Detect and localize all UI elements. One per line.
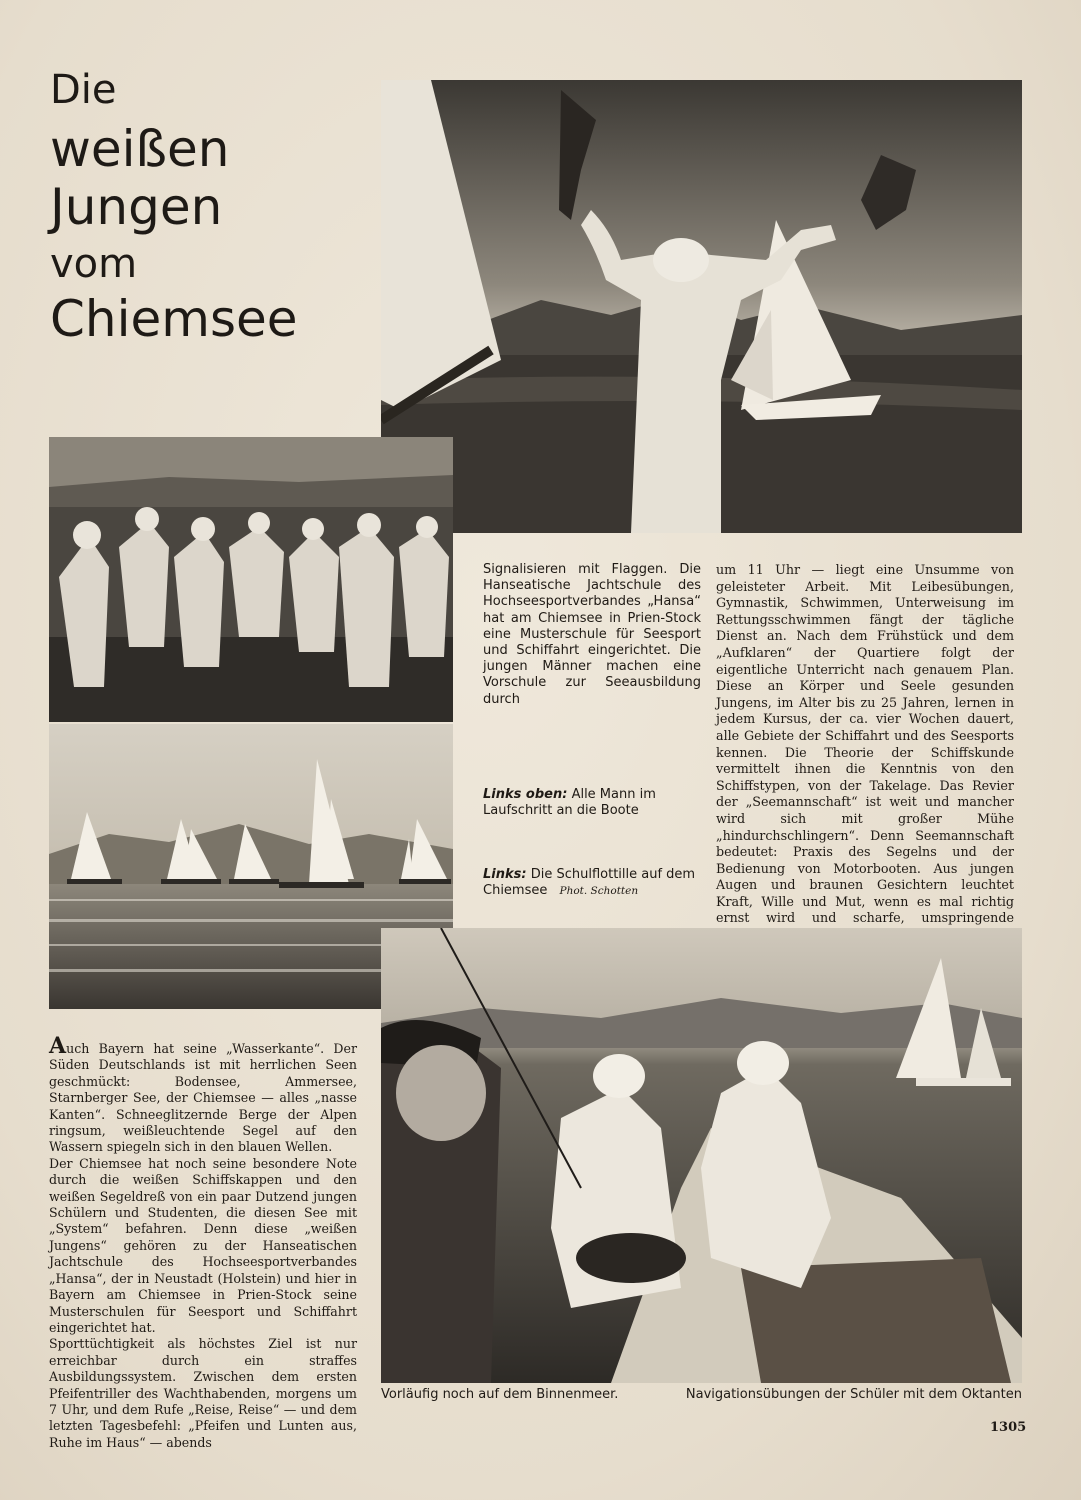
drop-initial: A bbox=[49, 1033, 67, 1059]
photo-signal-flags bbox=[381, 80, 1022, 533]
caption-signal-flags bbox=[483, 562, 701, 708]
article-left-paragraph-2: Der Chiemsee hat noch seine besondere Note durch die weißen Schiffskappen und den weißen Segeldreß von ein paar Dutzend jungen Schülern und Studenten, die diesen See mit „System“ befahren. Denn diese „weißen Jungens“ gehören zu der Hanseatischen Jachtschule des Hochseesportverbandes „Hansa“, der in Neustadt (Holstein) und hier in Bayern am Chiemsee in Prien-Stock seine Musterschulen für Seesport und Schiffahrt eingerichtet hat. bbox=[49, 1155, 357, 1335]
article-title bbox=[50, 67, 370, 348]
caption-navigation-left: Vorläufig noch auf dem Binnenmeer. bbox=[381, 1387, 619, 1402]
caption-running bbox=[483, 787, 703, 819]
caption-navigation bbox=[381, 1387, 1022, 1402]
title-line-2: weißen bbox=[50, 120, 230, 178]
article-column-right bbox=[716, 562, 1014, 960]
article-left-paragraph-3: Sporttüchtigkeit als höchstes Ziel ist nur erreichbar durch ein straffes Ausbildungssystem. Zwischen dem ersten Pfeifentriller des Wachthabenden, morgens um 7 Uhr, und dem Rufe „Reise, Reise“ — und dem letzten Tagesbefehl: „Pfeifen und Lunten aus, Ruhe im Haus“ — abends bbox=[49, 1336, 357, 1450]
photo-credit: Phot. Schotten bbox=[559, 885, 639, 897]
article-right-text: um 11 Uhr — liegt eine Unsumme von geleisteter Arbeit. Mit Leibesübungen, Gymnastik, Schwimmen, Unterweisung im Rettungsschwimmen fängt der tägliche Dienst an. Nach dem Frühstück und dem „Aufklaren“ der Quartiere folgt der eigentliche Unterricht nach genauem Plan. Diese an Körper und Seele gesunden Jungens, im Alter bis zu 25 Jahren, lernen in jedem Kursus, der ca. vier Wochen dauert, alle Gebiete der Schiffahrt und des Seesports kennen. Die Theorie der Schiffskunde vermittelt ihnen die Kenntnis von den Schiffstypen, von der Takelage. Das Revier der „Seemannschaft“ ist weit und mancher wird sich mit großer Mühe „hindurchschlingern“. Denn Seemannschaft bedeutet: Praxis des Segelns und der Bedienung von Motorbooten. Aus jungen Augen und braunen Gesichtern leuchtet Kraft, Wille und Mut, wenn es mal richtig ernst wird und scharfe, umspringende bbox=[716, 562, 1014, 926]
caption-running-text: Alle Mann im Laufschritt an die Boote bbox=[483, 787, 656, 818]
photo-running-to-boats bbox=[49, 437, 453, 722]
article-column-left bbox=[49, 1033, 357, 1451]
caption-fleet-label: Links: bbox=[483, 867, 527, 882]
caption-navigation-right: Navigationsübungen der Schüler mit dem Oktanten bbox=[685, 1387, 1022, 1402]
title-line-3: Jungen bbox=[50, 178, 223, 236]
page-number: 1305 bbox=[990, 1420, 1027, 1435]
title-line-5: Chiemsee bbox=[50, 290, 298, 348]
caption-running-label: Links oben: bbox=[483, 787, 568, 802]
article-left-paragraph-1: uch Bayern hat seine „Wasserkante“. Der Süden Deutschlands ist mit herrlichen Seen geschmückt: Bodensee, Ammersee, Starnberger See, der Chiemsee — alles „nasse Kanten“. Schneeglitzernde Berge der Alpen ringsum, weißleuchtende Segel auf den Wassern spiegeln sich in den blauen Wellen. bbox=[49, 1041, 357, 1155]
caption-signal-flags-text: Signalisieren mit Flaggen. Die Hanseatische Jachtschule des Hochseesportverbandes „Hansa“ hat am Chiemsee in Prien-Stock eine Musterschule für Seesport und Schiffahrt eingerichtet. Die jungen Männer machen eine Vorschule zur Seeausbildung durch bbox=[483, 562, 701, 707]
title-line-1: Die bbox=[50, 67, 117, 113]
caption-fleet bbox=[483, 867, 703, 899]
photo-navigation-octant bbox=[381, 928, 1022, 1383]
title-line-4: vom bbox=[50, 241, 138, 287]
caption-fleet-text: Die Schulflottille auf dem Chiemsee bbox=[483, 867, 696, 898]
